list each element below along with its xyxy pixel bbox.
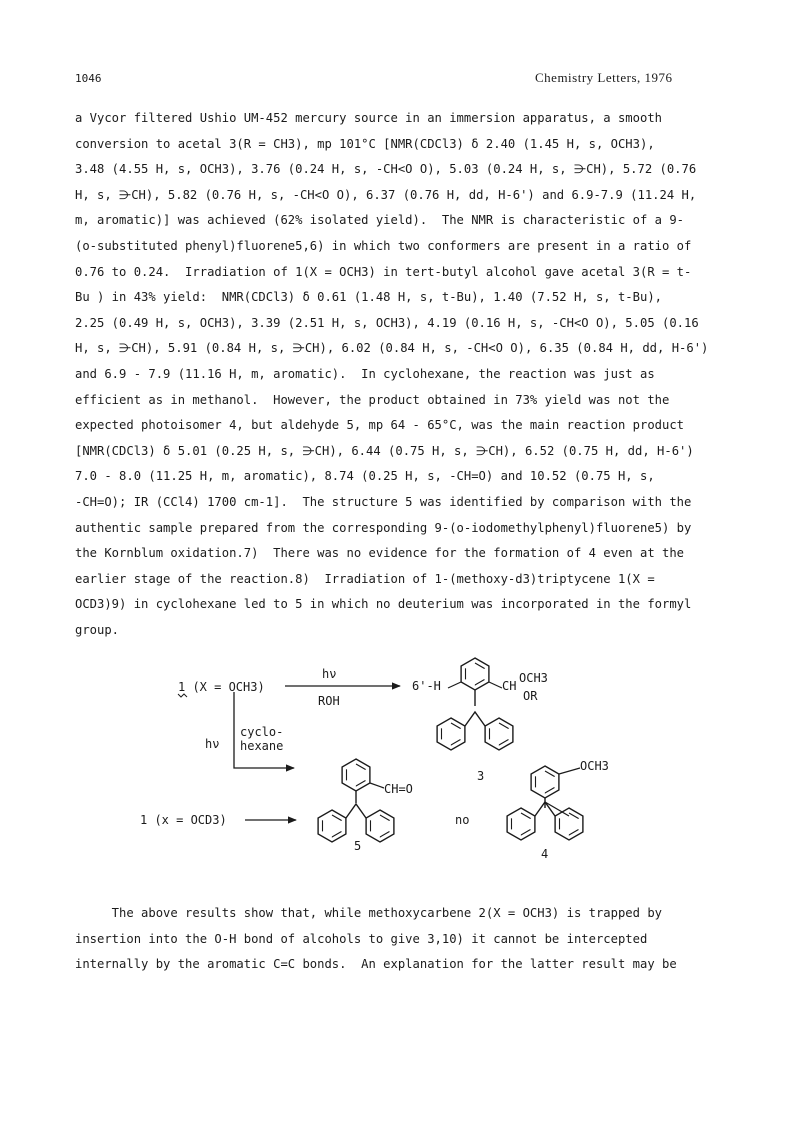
text-line: internally by the aromatic C=C bonds. An explanation for the latter result may be — [75, 957, 677, 972]
text-line: insertion into the O-H bond of alcohols to give 3,10) it cannot be intercepted — [75, 931, 648, 946]
text-line: group. — [75, 623, 120, 637]
text-line: 3.48 (4.55 H, s, OCH3), 3.76 (0.24 H, s, -CH<O O), 5.03 (0.24 H, s, ⋺CH), 5.72 (0.76 — [75, 162, 697, 177]
compound-4-structure — [507, 766, 583, 840]
compound-5-label: 5 — [354, 839, 362, 853]
text-line: expected photoisomer 4, but aldehyde 5, mp 64 - 65°C, was the main reaction product — [75, 418, 685, 433]
text-line: a Vycor filtered Ushio UM-452 mercury source in an immersion apparatus, a smooth — [75, 111, 662, 125]
reactant-2-label: 1 (x = OCD3) — [140, 813, 227, 827]
acetal-ch: CH — [502, 679, 517, 693]
roh-label: ROH — [318, 694, 340, 708]
hv-label-top: hν — [322, 667, 337, 681]
photoisomer-och3: OCH3 — [580, 759, 609, 773]
text-line: The above results show that, while methoxycarbene 2(X = OCH3) is trapped by — [75, 906, 662, 920]
text-line: H, s, ⋺CH), 5.91 (0.84 H, s, ⋺CH), 6.02 (0.84 H, s, -CH<O O), 6.35 (0.84 H, dd, H-6') — [75, 341, 709, 356]
reaction-scheme — [0, 640, 793, 880]
hv-label-side: hν — [205, 737, 220, 751]
page-number: 1046 — [75, 72, 102, 85]
text-line: 7.0 - 8.0 (11.25 H, m, aromatic), 8.74 (0.25 H, s, -CH=O) and 10.52 (0.75 H, s, — [75, 469, 655, 484]
text-line: m, aromatic)] was achieved (62% isolated yield). The NMR is characteristic of a 9- — [75, 213, 685, 228]
text-line: efficient as in methanol. However, the product obtained in 73% yield was not the — [75, 392, 670, 407]
aldehyde-label: CH=O — [384, 782, 413, 796]
text-line: earlier stage of the reaction.8) Irradiation of 1-(methoxy-d3)triptycene 1(X = — [75, 571, 655, 586]
text-line: authentic sample prepared from the corresponding 9-(o-iodomethylphenyl)fluorene5) by — [75, 520, 692, 535]
text-line: conversion to acetal 3(R = CH3), mp 101°C [NMR(CDCl3) δ 2.40 (1.45 H, s, OCH3), — [75, 136, 655, 151]
text-line: (o-substituted phenyl)fluorene5,6) in which two conformers are present in a ratio of — [75, 239, 692, 253]
text-line: H, s, ⋺CH), 5.82 (0.76 H, s, -CH<O O), 6.37 (0.76 H, dd, H-6') and 6.9-7.9 (11.24 H, — [75, 187, 697, 202]
journal-header: Chemistry Letters, 1976 — [535, 70, 673, 85]
text-line: and 6.9 - 7.9 (11.16 H, m, aromatic). In cyclohexane, the reaction was just as — [75, 367, 655, 381]
reactant-1-label: 1 (X = OCH3) — [178, 680, 265, 694]
text-line: 0.76 to 0.24. Irradiation of 1(X = OCH3) in tert-butyl alcohol gave acetal 3(R = t- — [75, 264, 692, 279]
text-line: OCD3)9) in cyclohexane led to 5 in which no deuterium was incorporated in the formyl — [75, 597, 692, 612]
compound-5-structure — [318, 759, 394, 842]
text-line: [NMR(CDCl3) δ 5.01 (0.25 H, s, ⋺CH), 6.44 (0.75 H, s, ⋺CH), 6.52 (0.75 H, dd, H-6') — [75, 443, 694, 458]
tilde-mark — [178, 694, 187, 697]
acetal-or: OR — [523, 689, 538, 703]
text-line: the Kornblum oxidation.7) There was no evidence for the formation of 4 even at the — [75, 546, 685, 561]
text-line: Bu ) in 43% yield: NMR(CDCl3) δ 0.61 (1.48 H, s, t-Bu), 1.40 (7.52 H, s, t-Bu), — [75, 290, 662, 305]
hexane-label: hexane — [240, 739, 284, 753]
compound-4-label: 4 — [541, 847, 549, 861]
text-line: 2.25 (0.49 H, s, OCH3), 3.39 (2.51 H, s, OCH3), 4.19 (0.16 H, s, -CH<O O), 5.05 (0.16 — [75, 315, 699, 330]
compound-3-label: 3 — [477, 769, 485, 783]
cyclo-label: cyclo- — [240, 725, 284, 739]
no-label: no — [455, 813, 470, 827]
text-line: -CH=O); IR (CCl4) 1700 cm-1]. The structure 5 was identified by comparison with the — [75, 495, 692, 509]
h6-label: 6'-H — [412, 679, 441, 693]
compound-3-structure — [437, 658, 513, 750]
acetal-och3: OCH3 — [519, 671, 548, 685]
